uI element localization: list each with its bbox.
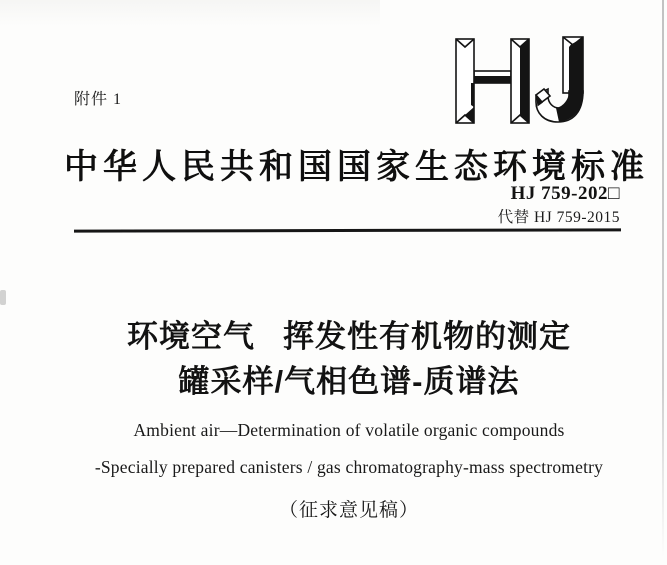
draft-note: （征求意见稿）	[278, 500, 419, 521]
title-en-line2: -Specially prepared canisters / gas chromatography-mass spectrometry	[94, 457, 604, 477]
attachment-label: 附件 1	[74, 91, 123, 108]
scan-shading	[0, 0, 380, 26]
title-en-line1: Ambient air—Determination of volatile organic compounds	[133, 420, 565, 440]
hj-logo	[452, 35, 588, 127]
letter-j	[536, 37, 583, 122]
title-zh-part1: 环境空气	[127, 319, 255, 354]
hj-logo-icon	[452, 35, 588, 127]
scan-artifact	[0, 290, 6, 305]
replaces-note: 代替 HJ 759-2015	[497, 209, 620, 226]
title-zh-part2: 挥发性有机物的测定	[283, 319, 571, 354]
letter-h	[456, 39, 529, 123]
title-zh-line2: 罐采样/气相色谱-质谱法	[178, 364, 520, 399]
title-zh-line1	[31, 311, 667, 356]
standard-number: HJ 759-202□	[510, 183, 620, 204]
standard-heading: 中华人民共和国国家生态环境标准	[64, 149, 649, 186]
standard-number-block	[498, 183, 620, 228]
header-rule	[74, 228, 621, 232]
